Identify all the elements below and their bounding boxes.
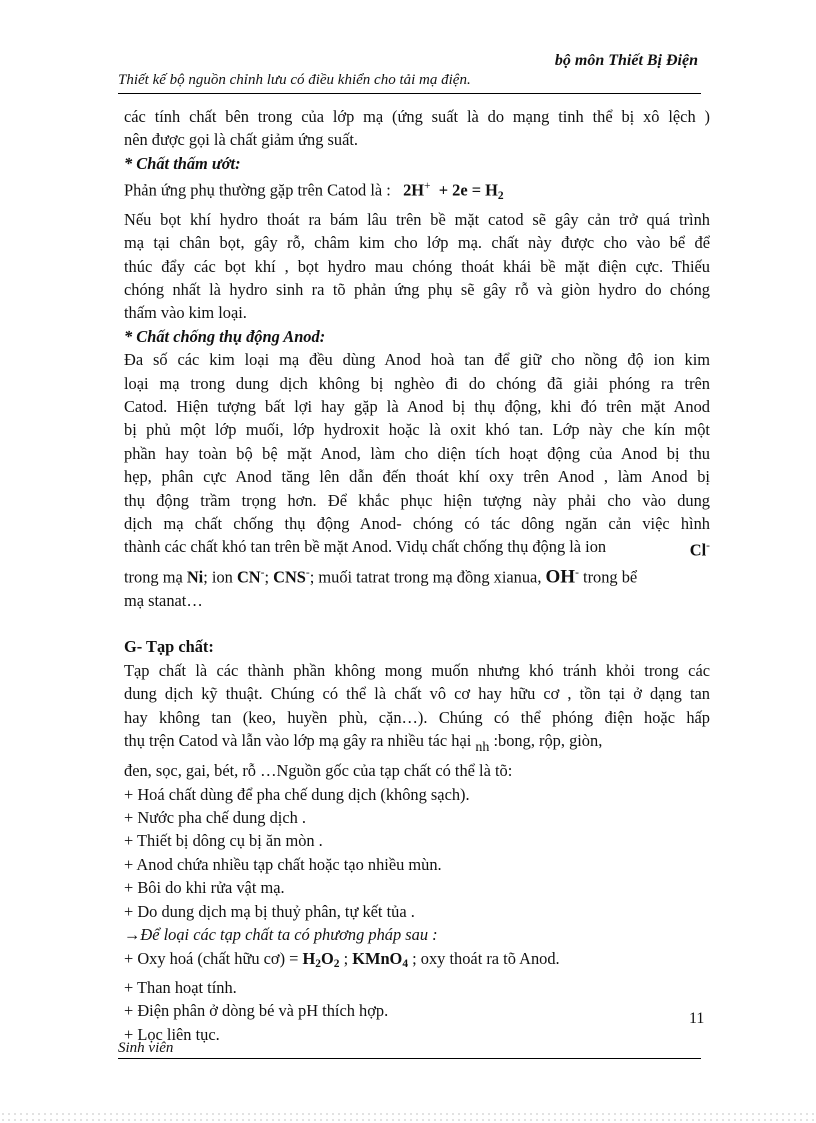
text-run: trong bể [578, 567, 638, 587]
paragraph-line: Nếu bọt khí hydro thoát ra bám lâu trên bề mặt catod sẽ gây cản trở quá trình [124, 209, 710, 229]
paragraph-line: phần hay toàn bộ bệ mặt Anod, làm cho diện tích hoạt động của Anod bị thu [124, 443, 710, 463]
formula-h2o2 [303, 949, 340, 968]
method-intro: →Để loại các tạp chất ta có phương pháp sau : [124, 925, 438, 945]
paragraph-line: chóng nhất là hydro sinh ra tõ phản ứng phụ sẽ gây rỗ và giòn hydro do chóng [124, 280, 710, 300]
text-run: thụ trện Catod và lẫn vào lớp mạ gây ra nhiều tác hại [124, 730, 476, 750]
paragraph-line: hay không tan (keo, huyền phù, cặn…). Chúng có thể phóng điện hoặc hấp [124, 707, 710, 727]
source-item: + Thiết bị dông cụ bị ăn mòn . [124, 831, 323, 851]
ion-cn-charge: - [260, 567, 265, 580]
page-number: 11 [689, 1010, 705, 1027]
paragraph-line: đen, sọc, gai, bét, rỗ …Nguồn gốc của tạp chất có thể là tõ: [124, 761, 513, 781]
header-title: Thiết kế bộ nguồn chỉnh lưu có điều khiển cho tải mạ điện. [118, 72, 471, 88]
footer-student: Sinh viên [118, 1040, 174, 1056]
paragraph-line-ion [124, 535, 710, 562]
paragraph-line: bị phủ một lớp muối, lớp hydroxit hoặc là oxit khó tan. Lớp này che kín một [124, 420, 710, 440]
ion-cl: Cl [689, 540, 707, 560]
paragraph-line: dung dịch kỹ thuật. Chúng có thể là chất vô cơ hay hữu cơ , tồn tại ở dạng tan [124, 684, 710, 704]
ion-cns: CNS [273, 567, 306, 587]
intro-line: các tính chất bên trong của lớp mạ (ứng suất là do mạng tinh thể bị xô lệch ) [124, 107, 710, 126]
paragraph-line: Tạp chất là các thành phần không mong muốn nhưng khó tránh khỏi trong các [124, 660, 710, 680]
text-run: KMnO [352, 948, 403, 968]
ion-ni: Ni [186, 567, 204, 587]
ion-oh: OH [545, 566, 576, 588]
method-item-oxidation [124, 947, 710, 976]
footer-rule [118, 1058, 701, 1059]
source-item: + Do dung dịch mạ bị thuỷ phân, tự kết tủa . [124, 901, 415, 921]
heading-wetting-agent: * Chất thấm ướt: [124, 153, 241, 173]
subscript: 2 [315, 957, 321, 970]
heading-anode-passivation: * Chất chống thụ động Anod: [124, 326, 326, 346]
text-run: O [320, 948, 334, 968]
page-edge-pattern [0, 1111, 816, 1123]
document-body [124, 105, 710, 1046]
text-run: ; [339, 948, 353, 968]
paragraph-line-ions [124, 562, 710, 589]
source-item: + Bôi do khi rửa vật mạ. [124, 878, 285, 898]
paragraph-line: hẹp, phân cực Anod tăng lên dẫn đến thoát khí oxy trên Anod , làm Anod bị [124, 467, 710, 487]
method-item: + Lọc liên tục. [124, 1024, 220, 1044]
ion-cl-charge: - [706, 540, 710, 553]
header-rule [118, 93, 701, 94]
intro-line: nên được gọi là chất giảm ứng suất. [124, 130, 358, 150]
paragraph-line-nh [124, 729, 710, 759]
reaction-plus: + [424, 180, 431, 193]
paragraph-line: loại mạ trong dung dịch không bị nghèo đi do chóng đã giải phóng ra trên [124, 373, 710, 393]
subscript: 4 [402, 957, 409, 970]
text-run: + Oxy hoá (chất hữu cơ) = [124, 948, 303, 968]
paragraph-line: mạ stanat… [124, 590, 203, 610]
header-department: bộ môn Thiết Bị Điện [554, 52, 698, 69]
text-run: H [302, 948, 316, 968]
text-nh: nh [475, 739, 490, 755]
text-run: :bong, rộp, giòn, [489, 730, 603, 750]
text-run: ; oxy thoát ra tõ Anod. [408, 948, 560, 968]
source-item: + Nước pha chế dung dịch . [124, 808, 307, 828]
text-run: trong mạ [124, 567, 187, 587]
reaction-mid: + 2e = H [434, 180, 498, 200]
method-item: + Than hoạt tính. [124, 977, 237, 997]
text-run: ; [264, 567, 274, 587]
ion-cn: CN [236, 567, 261, 587]
paragraph-text: thành các chất khó tan trên bề mặt Anod. Vidụ chất chống thụ động là ion [124, 537, 607, 557]
subscript: 2 [333, 957, 340, 970]
reaction-text: Phản ứng phụ thường gặp trên Catod là : [124, 180, 391, 200]
ion-cns-charge: - [305, 567, 310, 580]
heading-impurities: G- Tạp chất: [124, 637, 214, 657]
formula-kmno4 [352, 949, 408, 968]
text-run: ; ion [203, 567, 237, 587]
paragraph-line: thụ động trầm trọng hơn. Để khắc phục hiện tượng này phải cho vào dung [124, 490, 710, 510]
reaction-2h: 2H [403, 180, 425, 200]
paragraph-line: dịch mạ chất chống thụ động Anod- chóng có tác dông ngăn cản việc hình [124, 514, 710, 534]
paragraph-line: Catod. Hiện tượng bất lợi hay gặp là Anod bị thụ động, khi đó trên mặt Anod [124, 397, 710, 417]
ion-oh-charge: - [575, 567, 579, 580]
reaction-line [124, 175, 710, 208]
source-item: + Anod chứa nhiều tạp chất hoặc tạo nhiều mùn. [124, 854, 442, 874]
reaction-h2-sub: 2 [497, 189, 504, 202]
method-item: + Điện phân ở dòng bé và pH thích hợp. [124, 1001, 389, 1021]
section-gap [124, 612, 710, 635]
paragraph-line: mạ tại chân bọt, gây rỗ, châm kim cho lớp mạ. chất này được cho vào bể để [124, 233, 710, 253]
source-item: + Hoá chất dùng để pha chế dung dịch (không sạch). [124, 784, 470, 804]
paragraph-line: Đa số các kim loại mạ đều dùng Anod hoà tan để giữ cho nồng độ ion kim [124, 350, 710, 370]
text-run: ; muối tatrat trong mạ đồng xianua, [309, 567, 546, 587]
paragraph-line: thấm vào kim loại. [124, 303, 247, 323]
paragraph-line: thúc đẩy các bọt khí , bọt hydro mau chóng thoát khái bề mặt điện cực. Thiếu [124, 256, 710, 276]
